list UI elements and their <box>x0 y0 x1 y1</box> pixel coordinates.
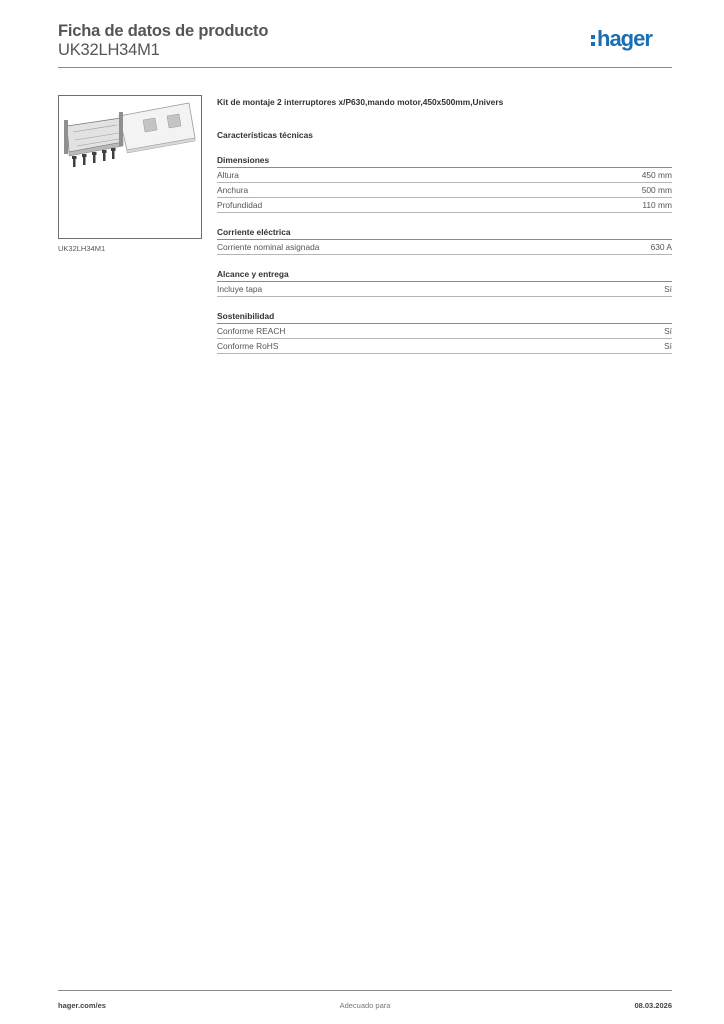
spec-value: Sí <box>664 284 672 294</box>
spec-value: 500 mm <box>641 185 672 195</box>
group-heading: Alcance y entrega <box>217 268 672 282</box>
footer-center-text: Adecuado para <box>339 1001 391 1010</box>
spec-label: Corriente nominal asignada <box>217 242 320 252</box>
spec-label: Profundidad <box>217 200 263 210</box>
spec-label: Altura <box>217 170 239 180</box>
footer-date: 08.03.2026 <box>634 1001 672 1010</box>
footer-website-link[interactable]: hager.com/es <box>58 1001 106 1010</box>
spec-value: 630 A <box>650 242 672 252</box>
hager-logo <box>590 26 672 52</box>
page-footer <box>58 990 672 1014</box>
spec-value: Sí <box>664 341 672 351</box>
spec-row <box>217 240 672 255</box>
spec-value: Sí <box>664 326 672 336</box>
spec-label: Conforme RoHS <box>217 341 279 351</box>
document-title: Ficha de datos de producto <box>58 22 269 40</box>
spec-row <box>217 168 672 183</box>
document-subtitle: UK32LH34M1 <box>58 41 160 59</box>
spec-group-dimensions <box>217 154 672 213</box>
spec-row <box>217 324 672 339</box>
spec-group-scope <box>217 268 672 297</box>
group-heading: Sostenibilidad <box>217 310 672 324</box>
spec-heading: Características técnicas <box>217 130 313 140</box>
spec-group-electrical <box>217 226 672 255</box>
group-heading: Dimensiones <box>217 154 672 168</box>
product-image <box>58 95 202 239</box>
spec-group-sustainability <box>217 310 672 354</box>
group-heading: Corriente eléctrica <box>217 226 672 240</box>
product-title: Kit de montaje 2 interruptores x/P630,mando motor,450x500mm,Univers <box>217 97 504 107</box>
spec-value: 110 mm <box>642 200 672 210</box>
spec-label: Anchura <box>217 185 249 195</box>
image-caption: UK32LH34M1 <box>58 244 106 253</box>
svg-text:hager: hager <box>597 26 652 51</box>
spec-value: 450 mm <box>641 170 672 180</box>
spec-label: Conforme REACH <box>217 326 286 336</box>
spec-row <box>217 183 672 198</box>
spec-row <box>217 282 672 297</box>
page-header <box>58 20 672 68</box>
spec-section <box>217 96 672 354</box>
spec-label: Incluye tapa <box>217 284 263 294</box>
spec-row <box>217 339 672 354</box>
spec-row <box>217 198 672 213</box>
